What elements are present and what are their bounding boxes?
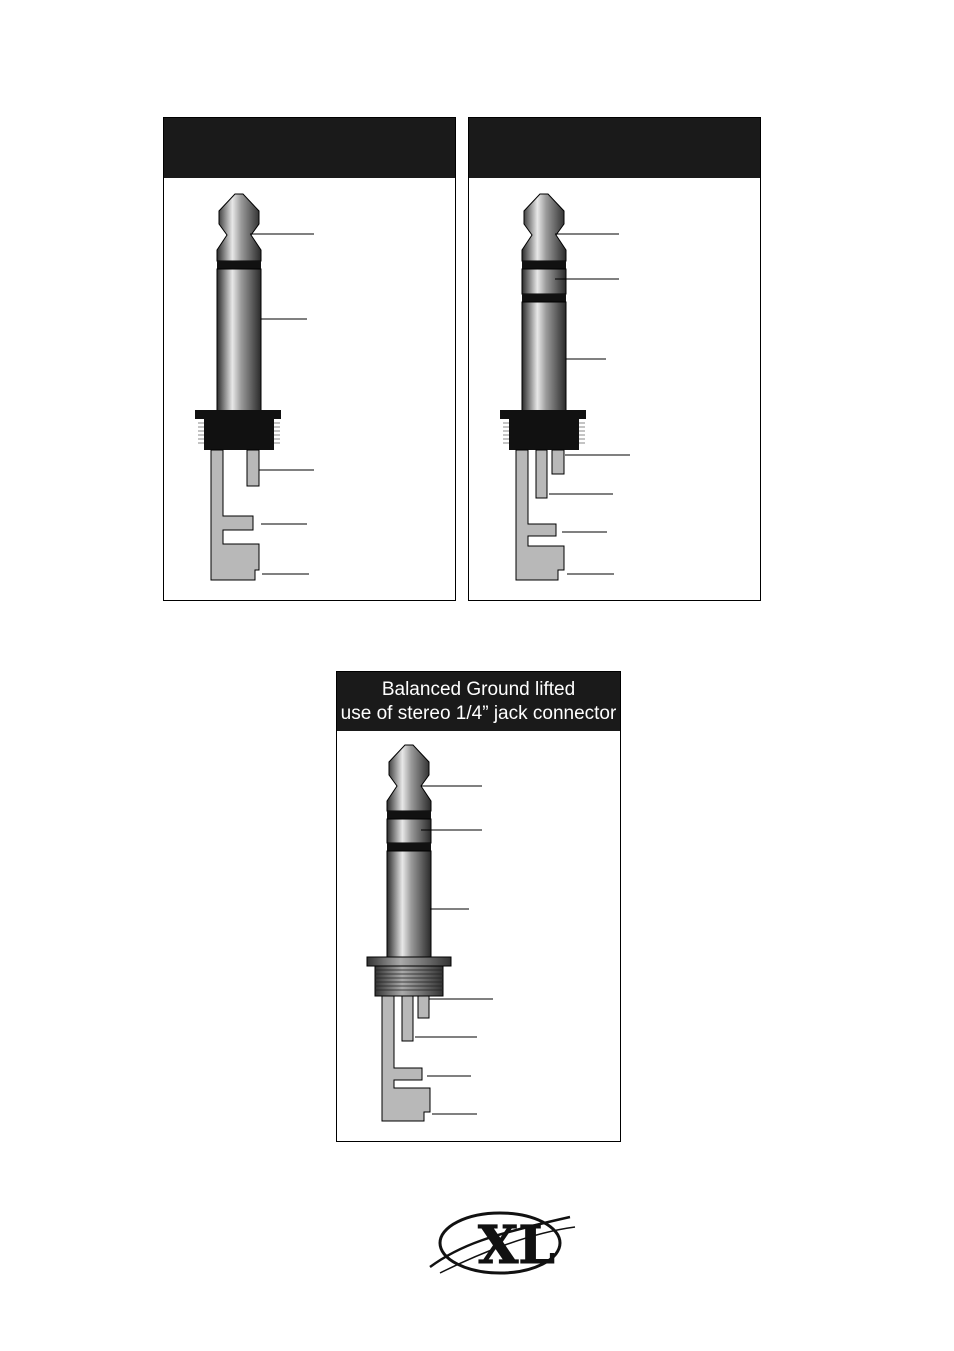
ring-pin xyxy=(402,996,413,1041)
plug-flange xyxy=(500,410,586,419)
insulator-ring-2 xyxy=(387,843,431,851)
plug-ring xyxy=(387,819,431,843)
plug-thread xyxy=(509,419,579,450)
plug-tip xyxy=(217,194,261,261)
plug-flange xyxy=(367,957,451,966)
panel-title-line-1: Balanced Ground lifted xyxy=(381,679,576,700)
tip-pin xyxy=(552,450,564,474)
xl-brand-logo xyxy=(420,1205,580,1280)
logo-text: XL xyxy=(478,1215,555,1276)
stereo-jack-diagram xyxy=(469,118,762,602)
mono-jack-diagram xyxy=(164,118,457,602)
plug-tip xyxy=(522,194,566,261)
insulator-ring-2 xyxy=(522,294,566,302)
plug-sleeve xyxy=(217,269,261,411)
balanced-ground-lifted-panel xyxy=(336,671,621,1142)
mono-jack-panel xyxy=(163,117,456,601)
insulator-ring-1 xyxy=(387,811,431,819)
balanced-jack-diagram xyxy=(337,672,622,1143)
plug-tip xyxy=(387,745,431,811)
tip-pin xyxy=(247,450,259,486)
panel-title-line-2: use of stereo 1/4” jack connector xyxy=(340,703,617,724)
tip-pin xyxy=(418,996,429,1018)
logo-lettering xyxy=(478,1215,555,1276)
plug-sleeve xyxy=(387,851,431,957)
ring-pin xyxy=(536,450,547,498)
insulator-ring-1 xyxy=(522,261,566,269)
plug-ring xyxy=(522,269,566,294)
plug-sleeve xyxy=(522,302,566,411)
plug-thread xyxy=(204,419,274,450)
stereo-jack-panel xyxy=(468,117,761,601)
plug-thread xyxy=(375,966,443,996)
insulator-ring xyxy=(217,261,261,269)
plug-flange xyxy=(195,410,281,419)
